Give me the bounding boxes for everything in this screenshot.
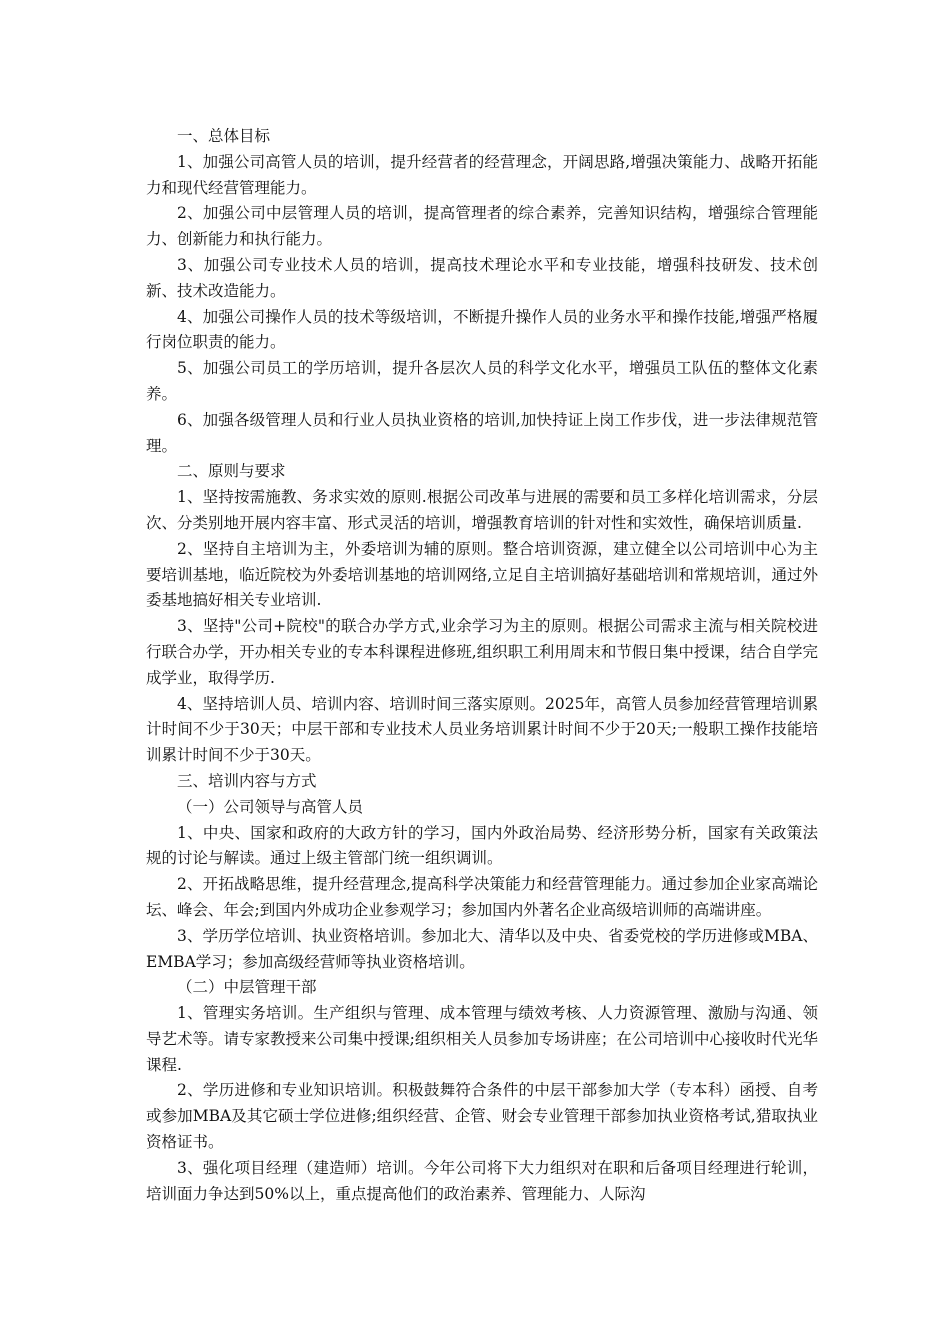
body-paragraph: 3、坚持"公司+院校"的联合办学方式,业余学习为主的原则。根据公司需求主流与相关院校进行联合办学，开办相关专业的专本科课程进修班,组织职工利用周末和节假日集中授课，结合自学完成学业，取得学历. [146,617,818,687]
body-paragraph: 2、坚持自主培训为主，外委培训为辅的原则。整合培训资源，建立健全以公司培训中心为主要培训基地，临近院校为外委培训基地的培训网络,立足自主培训搞好基础培训和常规培训，通过外委基地搞好相关专业培训. [146,539,818,610]
body-paragraph: 2、加强公司中层管理人员的培训，提高管理者的综合素养，完善知识结构，增强综合管理能力、创新能力和执行能力。 [146,204,818,249]
body-paragraph: 3、加强公司专业技术人员的培训，提高技术理论水平和专业技能，增强科技研发、技术创新、技术改造能力。 [146,255,818,300]
section-heading: 三、培训内容与方式 [177,771,317,790]
body-paragraph: 3、学历学位培训、执业资格培训。参加北大、清华以及中央、省委党校的学历进修或MBA、EMBA学习；参加高级经营师等执业资格培训。 [146,926,818,971]
section-heading: 二、原则与要求 [177,462,286,481]
body-paragraph: 1、管理实务培训。生产组织与管理、成本管理与绩效考核、人力资源管理、激励与沟通、领导艺术等。请专家教授来公司集中授课;组织相关人员参加专场讲座；在公司培训中心接收时代光华课程. [146,1004,818,1074]
body-paragraph: 3、强化项目经理（建造师）培训。今年公司将下大力组织对在职和后备项目经理进行轮训，培训面力争达到50%以上，重点提高他们的政治素养、管理能力、人际沟 [146,1158,818,1203]
body-paragraph: 1、坚持按需施教、务求实效的原则.根据公司改革与进展的需要和员工多样化培训需求，分层次、分类别地开展内容丰富、形式灵活的培训，增强教育培训的针对性和实效性，确保培训质量. [146,488,818,532]
body-paragraph: 2、学历进修和专业知识培训。积极鼓舞符合条件的中层干部参加大学（专本科）函授、自考或参加MBA及其它硕士学位进修;组织经营、企管、财会专业管理干部参加执业资格考试,猎取执业资格证书。 [146,1081,818,1152]
body-paragraph: 4、加强公司操作人员的技术等级培训，不断提升操作人员的业务水平和操作技能,增强严格履行岗位职责的能力。 [146,307,818,352]
section-heading: 一、总体目标 [177,127,271,145]
body-paragraph: 2、开拓战略思维，提升经营理念,提高科学决策能力和经营管理能力。通过参加企业家高端论坛、峰会、年会;到国内外成功企业参观学习；参加国内外著名企业高级培训师的高端讲座。 [146,875,818,919]
subsection-heading: （一）公司领导与高管人员 [177,797,364,816]
body-paragraph: 1、中央、国家和政府的大政方针的学习，国内外政治局势、经济形势分析，国家有关政策法规的讨论与解读。通过上级主管部门统一组织调训。 [146,823,818,868]
body-paragraph: 4、坚持培训人员、培训内容、培训时间三落实原则。2025年，高管人员参加经营管理培训累计时间不少于30天；中层干部和专业技术人员业务培训累计时间不少于20天;一般职工操作技能培训累计时间不少于30天。 [146,694,818,765]
body-paragraph: 1、加强公司高管人员的培训，提升经营者的经营理念，开阔思路,增强决策能力、战略开拓能力和现代经营管理能力。 [146,152,818,197]
body-paragraph: 6、加强各级管理人员和行业人员执业资格的培训,加快持证上岗工作步伐，进一步法律规范管理。 [146,410,818,455]
body-paragraph: 5、加强公司员工的学历培训，提升各层次人员的科学文化水平，增强员工队伍的整体文化素养。 [146,359,818,403]
document-body [146,124,818,1207]
subsection-heading: （二）中层管理干部 [177,978,317,997]
